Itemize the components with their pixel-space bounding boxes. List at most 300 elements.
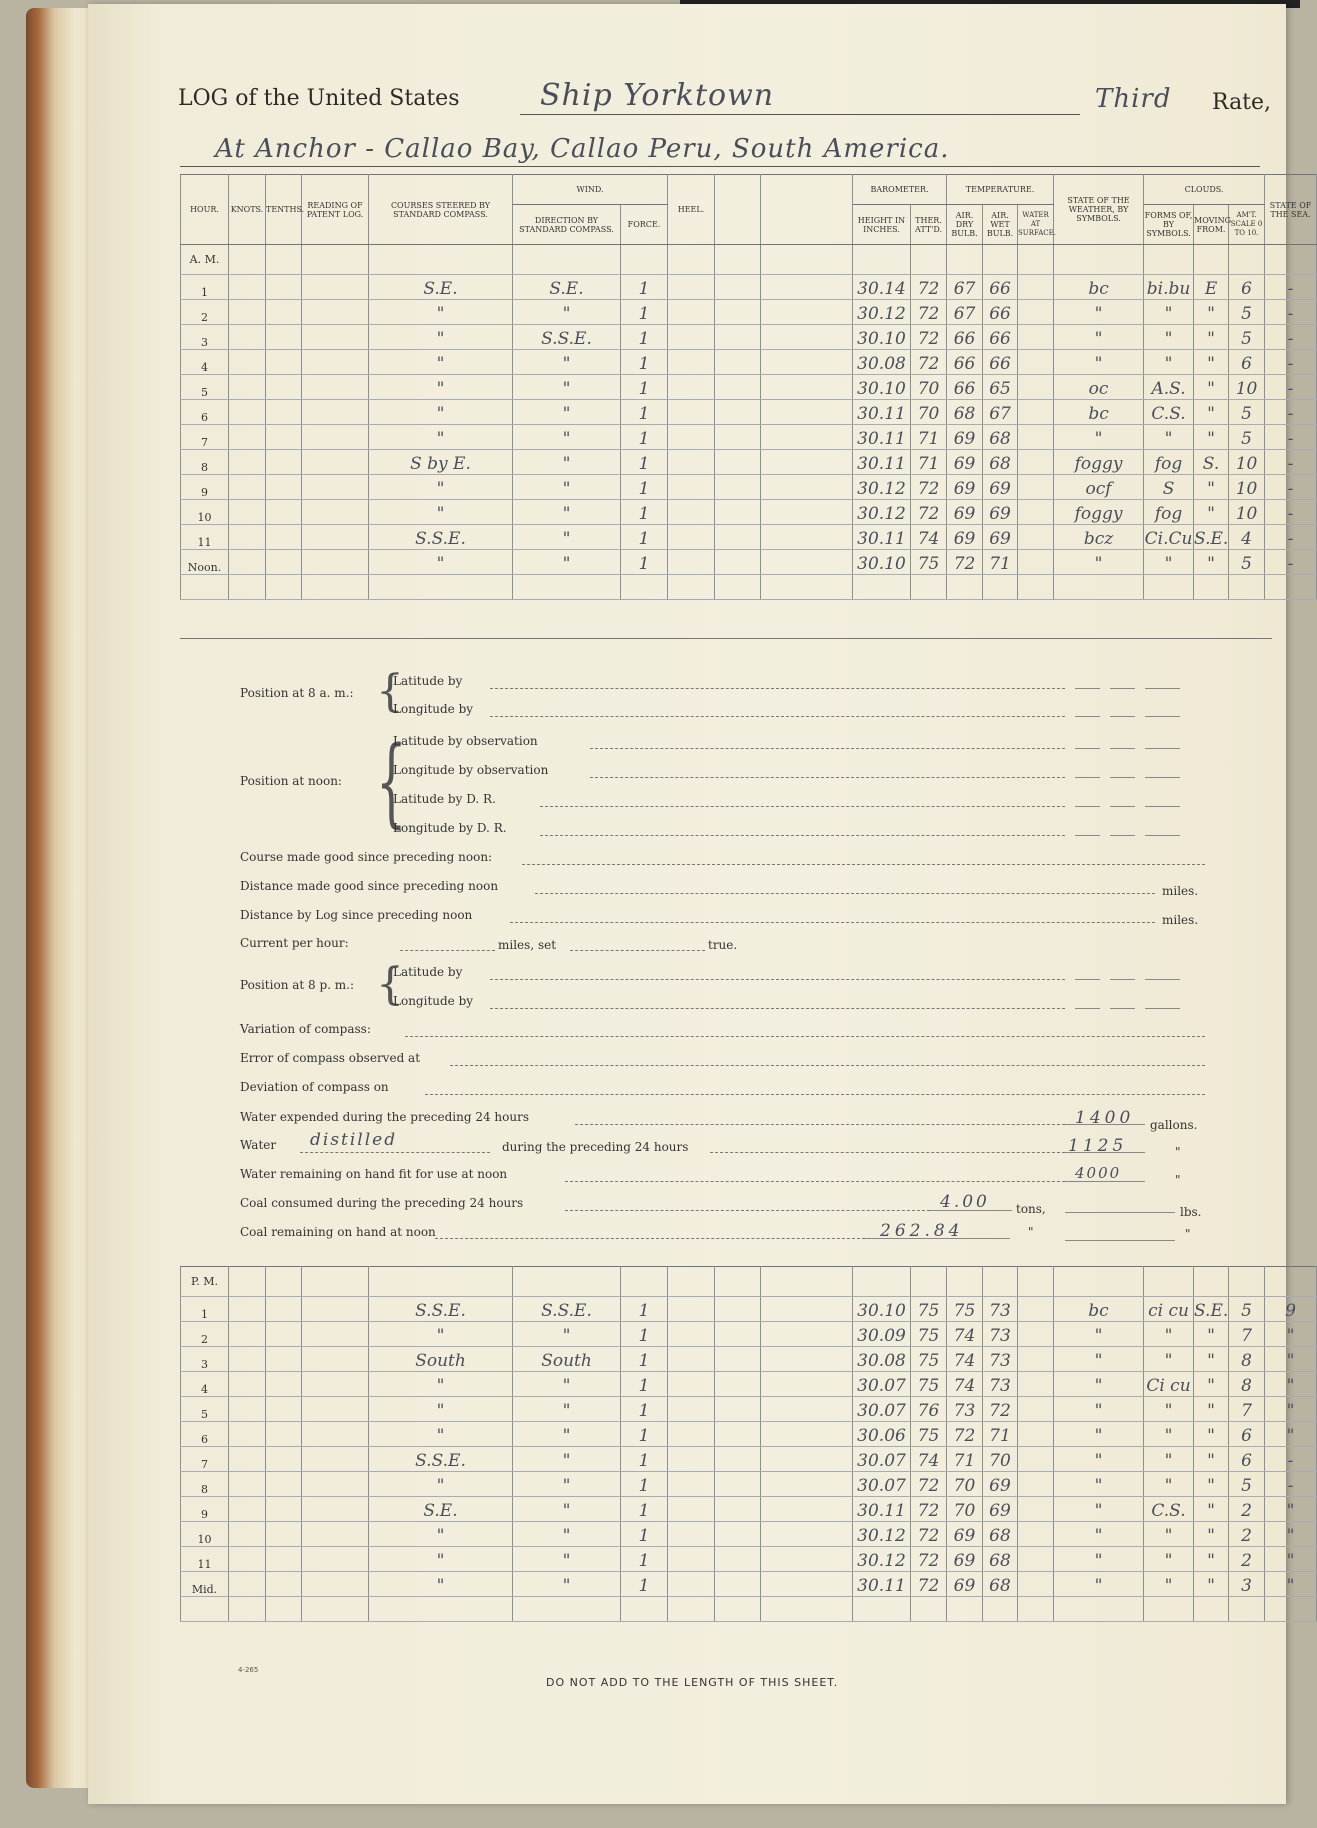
pm-patent-cell — [302, 1497, 369, 1522]
pm-blank2-cell — [761, 1572, 853, 1597]
am-forms-cell: " — [1144, 325, 1194, 350]
am-force-cell: 1 — [621, 300, 668, 325]
distance-made-good-label: Distance made good since preceding noon — [240, 879, 499, 893]
am-hour-cell: 7 — [181, 425, 229, 450]
pm-blank2-cell — [761, 1497, 853, 1522]
pm-amount-cell: 8 — [1229, 1372, 1265, 1397]
am-heel-cell — [668, 400, 715, 425]
am-weather-cell: foggy — [1054, 450, 1144, 475]
am-ther-cell: 72 — [911, 300, 947, 325]
col-temp-wet: AIR. WET BULB. — [983, 205, 1018, 245]
am-hour-cell: 11 — [181, 525, 229, 550]
am-wind-cell: " — [513, 375, 621, 400]
pm-blank2-cell — [761, 1547, 853, 1572]
section-rule — [180, 638, 1272, 639]
pm-row — [181, 1372, 1317, 1397]
am-blank2-cell — [761, 300, 853, 325]
fill-line — [540, 806, 1065, 807]
fill-line — [1065, 1240, 1175, 1241]
pm-hour-cell: Mid. — [181, 1572, 229, 1597]
pm-tenths-cell — [266, 1447, 302, 1472]
am-course-cell: S.E. — [369, 275, 513, 300]
col-baro-ther: THER. ATT'D. — [911, 205, 947, 245]
fill-line — [1065, 1152, 1145, 1153]
am-weather-cell: " — [1054, 350, 1144, 375]
am-knots-cell — [229, 475, 266, 500]
am-wet-cell: 67 — [983, 400, 1018, 425]
am-blank-row — [181, 575, 1317, 600]
am-baro-cell: 30.12 — [853, 500, 911, 525]
pm-amount-cell: 6 — [1229, 1422, 1265, 1447]
pm-hour-cell: 4 — [181, 1372, 229, 1397]
pm-water-cell — [1018, 1372, 1054, 1397]
am-blank-cell — [947, 575, 983, 600]
fill-line — [865, 1238, 1010, 1239]
am-wind-cell: S.E. — [513, 275, 621, 300]
am-ther-cell: 72 — [911, 275, 947, 300]
fill-line — [510, 922, 1155, 923]
pm-wet-cell: 68 — [983, 1522, 1018, 1547]
pm-moving-cell: " — [1194, 1372, 1229, 1397]
pm-forms-cell: " — [1144, 1472, 1194, 1497]
pm-weather-cell: " — [1054, 1497, 1144, 1522]
pm-weather-cell: " — [1054, 1447, 1144, 1472]
fill-line — [1110, 1008, 1135, 1009]
pm-blank1-cell — [715, 1372, 761, 1397]
am-patent-cell — [302, 300, 369, 325]
fill-line — [1110, 777, 1135, 778]
am-water-cell — [1018, 425, 1054, 450]
am-blank1-cell — [715, 550, 761, 575]
am-wind-cell: " — [513, 400, 621, 425]
pm-hour-cell: 3 — [181, 1347, 229, 1372]
pm-patent-cell — [302, 1547, 369, 1572]
am-amount-cell: 10 — [1229, 375, 1265, 400]
pm-knots-cell — [229, 1547, 266, 1572]
pm-blank2-cell — [761, 1472, 853, 1497]
pm-baro-cell: 30.10 — [853, 1297, 911, 1322]
fill-line — [565, 1181, 1065, 1182]
pm-knots-cell — [229, 1297, 266, 1322]
am-baro-cell: 30.08 — [853, 350, 911, 375]
pm-hour-cell: 8 — [181, 1472, 229, 1497]
pm-amount-cell: 6 — [1229, 1447, 1265, 1472]
am-wind-cell: " — [513, 300, 621, 325]
pm-amount-cell: 8 — [1229, 1347, 1265, 1372]
fill-line — [1110, 806, 1135, 807]
am-force-cell: 1 — [621, 325, 668, 350]
am-hour-cell: 5 — [181, 375, 229, 400]
am-blank2-cell — [761, 350, 853, 375]
am-patent-cell — [302, 500, 369, 525]
am-dry-cell: 72 — [947, 550, 983, 575]
pm-knots-cell — [229, 1522, 266, 1547]
pm-blank-cell — [983, 1597, 1018, 1622]
am-moving-cell: " — [1194, 325, 1229, 350]
pm-knots-cell — [229, 1372, 266, 1397]
pm-ther-cell: 74 — [911, 1447, 947, 1472]
pm-weather-cell: " — [1054, 1397, 1144, 1422]
am-dry-cell: 69 — [947, 525, 983, 550]
pm-course-cell: " — [369, 1522, 513, 1547]
col-hour: HOUR. — [181, 175, 229, 245]
am-row — [181, 475, 1317, 500]
pm-tenths-cell — [266, 1547, 302, 1572]
water-expended-label: Water expended during the preceding 24 hours — [240, 1110, 530, 1124]
pm-blank1-cell — [715, 1547, 761, 1572]
pm-moving-cell: " — [1194, 1447, 1229, 1472]
am-forms-cell: " — [1144, 425, 1194, 450]
fill-line — [570, 950, 705, 951]
am-wet-cell: 66 — [983, 350, 1018, 375]
pm-forms-cell: " — [1144, 1447, 1194, 1472]
pm-blank-cell — [621, 1597, 668, 1622]
am-blank1-cell — [715, 500, 761, 525]
fill-line — [540, 835, 1065, 836]
am-blank2-cell — [761, 525, 853, 550]
pm-blank1-cell — [715, 1522, 761, 1547]
pm-weather-cell: bc — [1054, 1297, 1144, 1322]
fill-line — [710, 1152, 1065, 1153]
water-remaining-label: Water remaining on hand fit for use at noon — [240, 1167, 508, 1181]
pm-blank1-cell — [715, 1397, 761, 1422]
am-heel-cell — [668, 425, 715, 450]
am-blank1-cell — [715, 325, 761, 350]
log-title-prefix: LOG of the United States — [178, 86, 460, 111]
pm-patent-cell — [302, 1297, 369, 1322]
col-temp-water: WATER AT SURFACE. — [1018, 205, 1054, 245]
pm-row — [181, 1447, 1317, 1472]
col-cloud-amount: AM'T. SCALE 0 TO 10. — [1229, 205, 1265, 245]
col-heel: HEEL. — [668, 175, 715, 245]
pm-heel-cell — [668, 1497, 715, 1522]
am-wet-cell: 69 — [983, 500, 1018, 525]
pm-blank-row — [181, 1597, 1317, 1622]
pm-patent-cell — [302, 1472, 369, 1497]
brace-noon: { — [376, 726, 407, 838]
pm-moving-cell: S.E. — [1194, 1297, 1229, 1322]
pm-water-cell — [1018, 1547, 1054, 1572]
pm-knots-cell — [229, 1572, 266, 1597]
pm-patent-cell — [302, 1372, 369, 1397]
am-baro-cell: 30.11 — [853, 425, 911, 450]
am-force-cell: 1 — [621, 400, 668, 425]
fill-line — [1075, 1008, 1100, 1009]
pm-ther-cell: 72 — [911, 1497, 947, 1522]
pm-blank-cell — [1229, 1597, 1265, 1622]
current-miles-set: miles, set — [498, 938, 557, 952]
am-forms-cell: C.S. — [1144, 400, 1194, 425]
am-knots-cell — [229, 550, 266, 575]
am-sea-cell: - — [1265, 525, 1317, 550]
pm-wet-cell: 72 — [983, 1397, 1018, 1422]
pm-course-cell: " — [369, 1547, 513, 1572]
am-water-cell — [1018, 450, 1054, 475]
am-blank-cell — [229, 575, 266, 600]
pm-amount-cell: 3 — [1229, 1572, 1265, 1597]
am-dry-cell: 69 — [947, 425, 983, 450]
pm-hour-cell: 10 — [181, 1522, 229, 1547]
location-underline — [180, 166, 1260, 167]
pm-force-cell: 1 — [621, 1547, 668, 1572]
am-water-cell — [1018, 550, 1054, 575]
am-sea-cell: - — [1265, 425, 1317, 450]
pm-heel-cell — [668, 1547, 715, 1572]
am-blank-cell — [668, 575, 715, 600]
book-spine — [26, 8, 96, 1788]
am-forms-cell: fog — [1144, 450, 1194, 475]
am-blank-cell — [1054, 575, 1144, 600]
am-heel-cell — [668, 350, 715, 375]
pm-knots-cell — [229, 1347, 266, 1372]
am-moving-cell: " — [1194, 300, 1229, 325]
am-knots-cell — [229, 375, 266, 400]
pos-8pm-label: Position at 8 p. m.: — [240, 978, 355, 992]
fill-line — [565, 1210, 930, 1211]
pm-course-cell: S.S.E. — [369, 1447, 513, 1472]
pm-ther-cell: 72 — [911, 1547, 947, 1572]
am-weather-cell: ocf — [1054, 475, 1144, 500]
am-blank2-cell — [761, 375, 853, 400]
pm-course-cell: " — [369, 1322, 513, 1347]
am-hour-cell: 1 — [181, 275, 229, 300]
am-course-cell: S by E. — [369, 450, 513, 475]
fill-line — [1075, 806, 1100, 807]
fill-line — [1075, 748, 1100, 749]
pm-sea-cell: 9 — [1265, 1297, 1317, 1322]
pm-heel-cell — [668, 1322, 715, 1347]
pm-blank1-cell — [715, 1497, 761, 1522]
pm-amount-cell: 7 — [1229, 1322, 1265, 1347]
fill-line — [1145, 806, 1180, 807]
pm-dry-cell: 69 — [947, 1522, 983, 1547]
am-dry-cell: 68 — [947, 400, 983, 425]
pm-blank-cell — [1054, 1597, 1144, 1622]
pm-water-cell — [1018, 1322, 1054, 1347]
am-knots-cell — [229, 425, 266, 450]
am-log-table — [180, 174, 1317, 600]
pm-moving-cell: " — [1194, 1472, 1229, 1497]
location-entry: At Anchor - Callao Bay, Callao Peru, South America. — [215, 134, 950, 164]
am-tenths-cell — [266, 300, 302, 325]
am-wet-cell: 66 — [983, 300, 1018, 325]
am-forms-cell: fog — [1144, 500, 1194, 525]
pm-forms-cell: " — [1144, 1522, 1194, 1547]
pm-blank-cell — [947, 1597, 983, 1622]
pm-dry-cell: 71 — [947, 1447, 983, 1472]
pm-forms-cell: " — [1144, 1572, 1194, 1597]
pm-ther-cell: 75 — [911, 1422, 947, 1447]
pm-blank2-cell — [761, 1522, 853, 1547]
fill-line — [1145, 688, 1180, 689]
pm-water-cell — [1018, 1447, 1054, 1472]
pm-blank2-cell — [761, 1372, 853, 1397]
pm-hour-cell: 5 — [181, 1397, 229, 1422]
pm-ther-cell: 72 — [911, 1472, 947, 1497]
am-blank-cell — [911, 575, 947, 600]
form-number: 4-265 — [238, 1666, 259, 1674]
col-tenths: TENTHS. — [266, 175, 302, 245]
pm-dry-cell: 73 — [947, 1397, 983, 1422]
am-course-cell: " — [369, 475, 513, 500]
pm-weather-cell: " — [1054, 1322, 1144, 1347]
pm-patent-cell — [302, 1422, 369, 1447]
am-blank-cell — [1144, 575, 1194, 600]
pm-baro-cell: 30.08 — [853, 1347, 911, 1372]
pm-force-cell: 1 — [621, 1297, 668, 1322]
am-sea-cell: - — [1265, 450, 1317, 475]
pm-baro-cell: 30.11 — [853, 1497, 911, 1522]
am-blank1-cell — [715, 400, 761, 425]
am-wet-cell: 69 — [983, 525, 1018, 550]
am-ther-cell: 70 — [911, 375, 947, 400]
am-amount-cell: 6 — [1229, 350, 1265, 375]
pm-hour-cell: 9 — [181, 1497, 229, 1522]
pm-wind-cell: " — [513, 1397, 621, 1422]
pm-blank1-cell — [715, 1322, 761, 1347]
am-baro-cell: 30.11 — [853, 525, 911, 550]
pm-force-cell: 1 — [621, 1522, 668, 1547]
water-gallons: gallons. — [1150, 1118, 1198, 1132]
pm-tenths-cell — [266, 1322, 302, 1347]
pm-blank2-cell — [761, 1422, 853, 1447]
am-water-cell — [1018, 275, 1054, 300]
pm-row — [181, 1522, 1317, 1547]
am-row — [181, 550, 1317, 575]
am-amount-cell: 10 — [1229, 500, 1265, 525]
pm-forms-cell: Ci cu — [1144, 1372, 1194, 1397]
am-amount-cell: 5 — [1229, 550, 1265, 575]
col-wind-force: FORCE. — [621, 205, 668, 245]
am-patent-cell — [302, 275, 369, 300]
pm-row — [181, 1472, 1317, 1497]
am-moving-cell: S. — [1194, 450, 1229, 475]
am-blank1-cell — [715, 525, 761, 550]
am-baro-cell: 30.12 — [853, 475, 911, 500]
pm-weather-cell: " — [1054, 1422, 1144, 1447]
pm-sea-cell: " — [1265, 1347, 1317, 1372]
am-ther-cell: 71 — [911, 425, 947, 450]
pm-ther-cell: 75 — [911, 1372, 947, 1397]
pm-row — [181, 1547, 1317, 1572]
am-sea-cell: - — [1265, 325, 1317, 350]
pos-noon-label: Position at noon: — [240, 774, 342, 788]
am-baro-cell: 30.10 — [853, 550, 911, 575]
pm-patent-cell — [302, 1322, 369, 1347]
col-barometer: BAROMETER. — [853, 175, 947, 205]
am-sea-cell: - — [1265, 400, 1317, 425]
am-hour-cell: 8 — [181, 450, 229, 475]
am-water-cell — [1018, 475, 1054, 500]
am-water-cell — [1018, 500, 1054, 525]
fill-line — [450, 1065, 1205, 1066]
col-temp-dry: AIR. DRY BULB. — [947, 205, 983, 245]
am-sea-cell: - — [1265, 500, 1317, 525]
pm-blank1-cell — [715, 1472, 761, 1497]
am-force-cell: 1 — [621, 450, 668, 475]
fill-line — [1145, 716, 1180, 717]
pm-sea-cell: " — [1265, 1572, 1317, 1597]
pm-weather-cell: " — [1054, 1547, 1144, 1572]
am-row — [181, 500, 1317, 525]
pm-blank-cell — [1194, 1597, 1229, 1622]
coal-tons: tons, — [1016, 1202, 1046, 1216]
am-amount-cell: 10 — [1229, 475, 1265, 500]
am-heel-cell — [668, 525, 715, 550]
am-heel-cell — [668, 475, 715, 500]
pm-heel-cell — [668, 1347, 715, 1372]
fill-line — [1110, 748, 1135, 749]
water-remaining-value: 4000 — [1075, 1164, 1122, 1182]
am-baro-cell: 30.14 — [853, 275, 911, 300]
am-wind-cell: " — [513, 450, 621, 475]
pm-moving-cell: " — [1194, 1422, 1229, 1447]
pos-8am-longitude: Longitude by — [393, 702, 474, 716]
am-wet-cell: 66 — [983, 325, 1018, 350]
am-blank1-cell — [715, 375, 761, 400]
am-ther-cell: 71 — [911, 450, 947, 475]
pm-weather-cell: " — [1054, 1472, 1144, 1497]
am-ther-cell: 72 — [911, 475, 947, 500]
am-wind-cell: " — [513, 550, 621, 575]
am-row — [181, 525, 1317, 550]
pos-8pm-longitude: Longitude by — [393, 994, 474, 1008]
pm-knots-cell — [229, 1397, 266, 1422]
pos-noon-lon-dr: Longitude by D. R. — [393, 821, 507, 835]
fill-line — [1075, 777, 1100, 778]
distance-made-good-miles: miles. — [1162, 884, 1199, 898]
am-knots-cell — [229, 300, 266, 325]
fill-line — [590, 777, 1065, 778]
coal-lbs: lbs. — [1180, 1205, 1202, 1219]
col-knots: KNOTS. — [229, 175, 266, 245]
pm-weather-cell: " — [1054, 1372, 1144, 1397]
pm-wind-cell: " — [513, 1372, 621, 1397]
pm-wet-cell: 71 — [983, 1422, 1018, 1447]
pm-row — [181, 1322, 1317, 1347]
fill-line — [1075, 835, 1100, 836]
am-force-cell: 1 — [621, 475, 668, 500]
am-blank2-cell — [761, 400, 853, 425]
am-sea-cell: - — [1265, 275, 1317, 300]
am-moving-cell: " — [1194, 350, 1229, 375]
am-hour-cell: 2 — [181, 300, 229, 325]
fill-line — [490, 688, 1065, 689]
pm-wet-cell: 73 — [983, 1372, 1018, 1397]
pm-sea-cell: " — [1265, 1497, 1317, 1522]
pm-dry-cell: 69 — [947, 1572, 983, 1597]
am-weather-cell: " — [1054, 425, 1144, 450]
am-wind-cell: " — [513, 350, 621, 375]
am-dry-cell: 69 — [947, 450, 983, 475]
am-blank-cell — [761, 575, 853, 600]
pm-sea-cell: " — [1265, 1422, 1317, 1447]
pm-blank-cell — [513, 1597, 621, 1622]
am-weather-cell: " — [1054, 550, 1144, 575]
am-amount-cell: 5 — [1229, 325, 1265, 350]
pm-patent-cell — [302, 1572, 369, 1597]
pm-water-cell — [1018, 1472, 1054, 1497]
pm-course-cell: S.S.E. — [369, 1297, 513, 1322]
am-knots-cell — [229, 450, 266, 475]
am-ther-cell: 72 — [911, 325, 947, 350]
pm-wind-cell: " — [513, 1422, 621, 1447]
pm-water-cell — [1018, 1297, 1054, 1322]
pm-course-cell: " — [369, 1397, 513, 1422]
distance-by-log-label: Distance by Log since preceding noon — [240, 908, 473, 922]
pm-tenths-cell — [266, 1422, 302, 1447]
am-force-cell: 1 — [621, 525, 668, 550]
